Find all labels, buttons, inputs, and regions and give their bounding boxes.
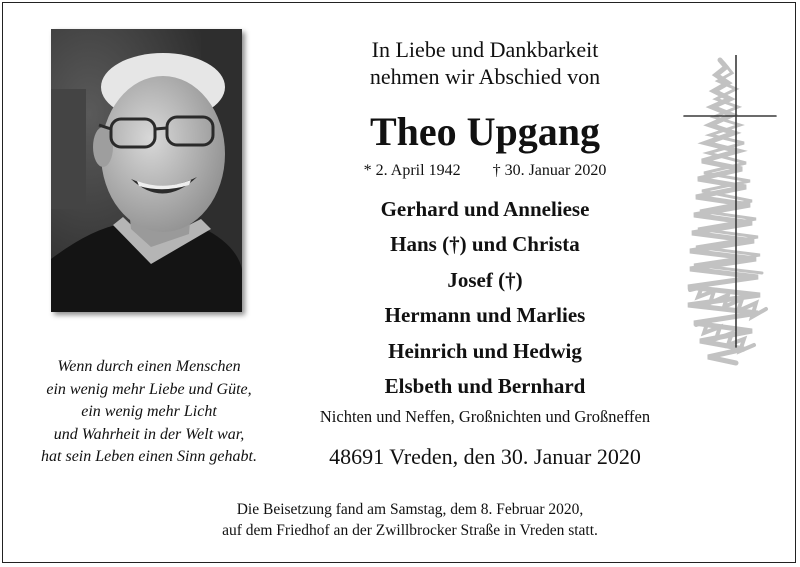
intro-text	[290, 36, 680, 90]
family-entry: Elsbeth und Bernhard	[384, 373, 586, 398]
funeral-notice	[130, 499, 690, 541]
poem-line: ein wenig mehr Liebe und Güte,	[46, 380, 252, 398]
poem	[26, 356, 272, 469]
funeral-line: auf dem Friedhof an der Zwillbrocker Straße in Vreden statt.	[222, 522, 598, 539]
cross-icon	[680, 55, 780, 370]
death-date: † 30. Januar 2020	[492, 162, 607, 179]
place-date: 48691 Vreden, den 30. Januar 2020	[329, 444, 641, 469]
intro-line: In Liebe und Dankbarkeit	[371, 37, 599, 62]
deceased-name: Theo Upgang	[369, 109, 601, 154]
poem-line: und Wahrheit in der Welt war,	[53, 425, 245, 443]
family-entry: Hermann und Marlies	[384, 303, 586, 328]
birth-date: * 2. April 1942	[363, 162, 461, 179]
family-entry: Gerhard und Anneliese	[380, 197, 590, 221]
portrait-photo	[51, 29, 242, 312]
poem-line: Wenn durch einen Menschen	[57, 358, 241, 375]
poem-line: ein wenig mehr Licht	[81, 403, 217, 420]
family-entry: Heinrich und Hedwig	[388, 338, 582, 363]
family-entry: Hans (†) und Christa	[390, 232, 580, 257]
life-dates	[290, 162, 680, 180]
family-list	[290, 192, 680, 404]
poem-line: hat sein Leben einen Sinn gehabt.	[41, 448, 257, 465]
funeral-line: Die Beisetzung fand am Samstag, dem 8. Februar 2020,	[236, 501, 584, 518]
intro-line: nehmen wir Abschied von	[369, 64, 601, 89]
family-entry: Josef (†)	[447, 267, 523, 292]
relatives-line: Nichten und Neffen, Großnichten und Großneffen	[319, 407, 651, 426]
